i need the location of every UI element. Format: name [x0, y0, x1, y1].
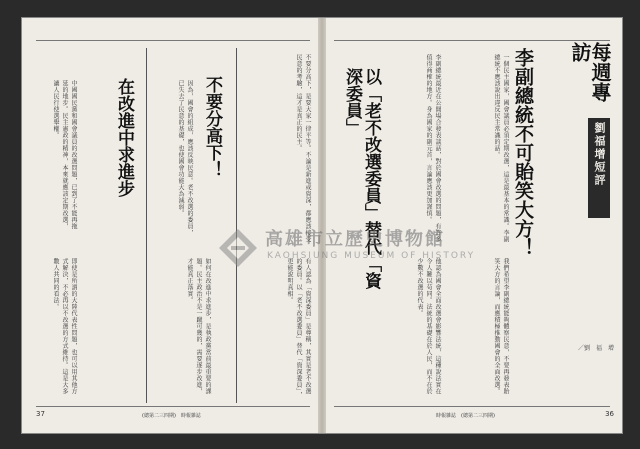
magazine-spread	[22, 18, 622, 433]
bottom-rule	[334, 406, 610, 407]
right-column-1: 李副總統最近在公開場合發表談話，對於國會改選的問題，有許多值得商榷的地方。身為國家的副元首，言論應該更加謹慎。	[425, 54, 441, 243]
left-column-1: 中國國民黨和國會議員的改選問題，已到了不能再拖延的地步。民主憲政的精神，本來就應該定期改選，讓人民行使選舉權。	[52, 80, 77, 230]
right-page-number: 36	[605, 410, 614, 418]
top-rule	[36, 40, 310, 41]
left-column-5: 不要分高下，是要大家一律平等。不論是新進或資深，都應該接受民意的考驗，這才是真正的民主。	[295, 54, 311, 243]
watermark-chinese: 高雄市立歷史博物館	[265, 229, 445, 250]
left-column-6: 有人認為「資深委員」是尊稱，其實是老不改選的委員。以「老不改選委員」替代「資深委員」，更能說明真相。	[286, 258, 311, 398]
section-header	[570, 42, 610, 114]
watermark-english: KAOHSIUNG MUSEUM OF HISTORY	[267, 251, 476, 261]
section-title: 每週專訪	[568, 42, 612, 102]
right-column-4: 我們希望李副總統能夠體察民意，不要再發表貽笑大方的言論，而應積極推動國會的全面改選。	[493, 258, 509, 395]
author-band	[588, 118, 610, 218]
headline-progress: 在改進中求進步	[114, 78, 134, 197]
author-band-text: 劉福增短評	[593, 122, 606, 187]
right-column-2: 他認為國會全面改選會影響法統，這種說法實在令人難以苟同。法統的基礎在於人民，而不在於少數不改選的代表。	[416, 258, 441, 395]
left-column-4: 如何在改進中求進步，是執政黨當前最重要的課題。民主政治不是一蹴可幾的，需要逐步改進，才能真正落實。	[186, 258, 211, 395]
bottom-rule	[36, 406, 310, 407]
byline: ／劉 福 增	[577, 345, 614, 352]
left-page-number: 37	[36, 410, 45, 418]
left-page	[22, 18, 318, 433]
headline-replace-term: 以「老不改選委員」替代「資深委員」	[342, 68, 381, 289]
headline-no-ranking: 不要分高下！	[202, 76, 222, 178]
top-rule	[334, 40, 610, 41]
right-footer-text: 時報雜誌 (總第二三四期)	[436, 413, 495, 419]
right-column-3: 一個民主國家，國會議員必須定期改選，這是最基本的常識。李副總統不應該說出違反民主常識的話。	[493, 54, 509, 243]
left-column-2: 即使是所謂的大陸代表性問題，也可以用其他方式解決，不必再以不改選的方式維持。這是大多數人共同的看法。	[52, 258, 77, 395]
headline-vice-president: 李副總統不可貽笑大方！	[512, 48, 534, 257]
column-divider	[146, 48, 147, 403]
page-gutter	[318, 18, 326, 433]
left-footer-text: (總第二三四期) 時報雜誌	[142, 413, 201, 419]
left-column-3: 因為，國會的組成，應該反映民意。老不改選的委員，已失去了民意的基礎，也使國會功能大為減弱。	[177, 80, 193, 236]
column-divider	[236, 48, 237, 403]
right-page	[326, 18, 622, 433]
